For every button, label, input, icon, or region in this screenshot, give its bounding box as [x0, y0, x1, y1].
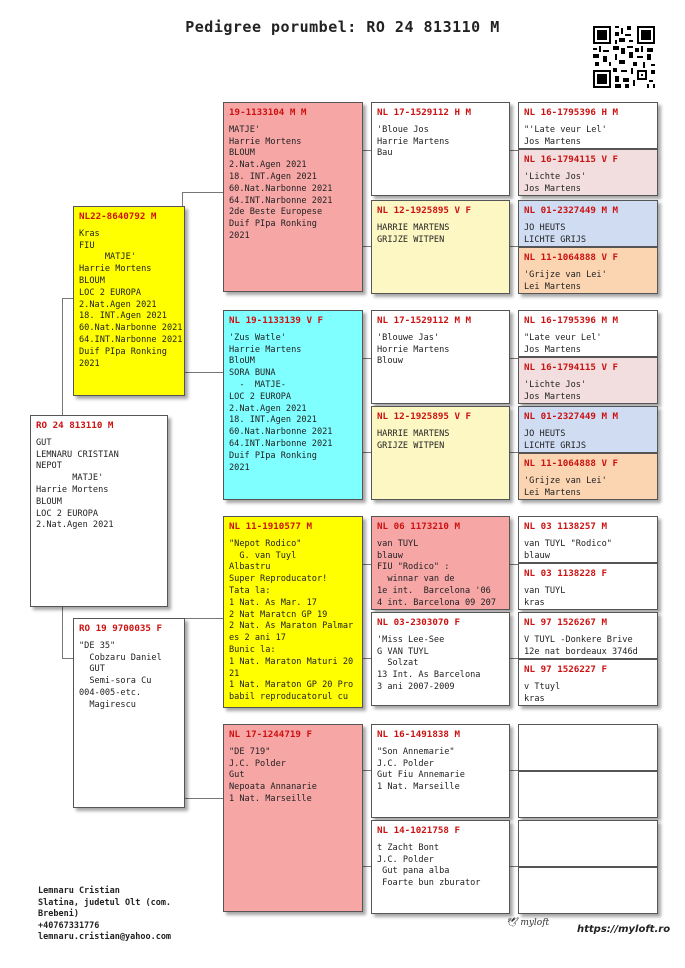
pigeon-info-line: 64.INT.Narbonne 2021 [229, 195, 333, 206]
ring-number: NL 16-1794115 V F [524, 154, 619, 165]
pigeon-info-line: kras [524, 693, 545, 704]
pigeon-info-line: 'Bloue Jos [377, 124, 429, 135]
pigeon-card-gen5[interactable] [518, 200, 658, 247]
pigeon-card-sire[interactable] [73, 206, 185, 396]
ring-number: NL 16-1794115 V F [524, 362, 619, 373]
ring-number: NL 17-1529112 H M [377, 107, 472, 118]
pigeon-info-line: Harrie Mortens [36, 484, 109, 495]
connector [182, 192, 224, 193]
ring-number: NL 03 1138228 F [524, 568, 607, 579]
ring-number: NL 17-1529112 M M [377, 315, 472, 326]
ring-number: NL 16-1491838 M [377, 729, 460, 740]
owner-contact [38, 886, 171, 944]
ring-number: NL 03 1138257 M [524, 521, 607, 532]
pigeon-info-line: 13 Int. As Barcelona [377, 670, 481, 681]
pigeon-info-line: v Ttuyl [524, 681, 561, 692]
pigeon-info-line: J.C. Polder [377, 758, 434, 769]
owner-name: Lemnaru Cristian [38, 886, 120, 896]
pigeon-info-line: Bau [377, 148, 393, 159]
pigeon-info-line: 2 Nat. As Maraton Palmar [229, 621, 354, 632]
pigeon-info-line: 2de Beste Europese [229, 207, 323, 218]
pigeon-info-line: J.C. Polder [377, 854, 434, 865]
pigeon-info-line: winnar van de [377, 574, 455, 585]
owner-address: Brebeni) [38, 909, 79, 920]
pigeon-info-line: 1 Nat. Maraton Maturi 20 [229, 656, 354, 667]
pigeon-info-line: blauw [377, 550, 403, 561]
owner-phone: +40767331776 [38, 920, 100, 931]
pigeon-info-line: 'Grijze van Lei' [524, 269, 607, 280]
pigeon-card-gen4[interactable] [371, 406, 510, 500]
pigeon-card-gen4[interactable] [371, 102, 510, 196]
pigeon-card-gen4[interactable] [371, 516, 510, 610]
pigeon-info-line: 64.INT.Narbonne 2021 [79, 334, 183, 345]
pigeon-card-gen5[interactable] [518, 612, 658, 659]
pigeon-info-line: Duif PIpa Ronking [79, 346, 167, 357]
pigeon-info-line: 18. INT.Agen 2021 [229, 171, 317, 182]
pigeon-card-gen5[interactable] [518, 102, 658, 149]
pigeon-info-line: Bunic la: [229, 644, 276, 655]
ring-number: NL 01-2327449 M M [524, 411, 619, 422]
pigeon-info-line: Super Reproducator! [229, 574, 328, 585]
pigeon-info-line: NEPOT [36, 461, 62, 472]
pigeon-info-line: Duif PIpa Ronking [229, 450, 317, 461]
pigeon-info-line: 'Miss Lee-See [377, 634, 445, 645]
pigeon-info-line: Jos Martens [524, 183, 581, 194]
pigeon-info-line: "DE 719" [229, 746, 271, 757]
pigeon-info-line: Tata la: [229, 585, 271, 596]
pigeon-info-line: 2.Nat.Agen 2021 [229, 403, 307, 414]
pigeon-info-line: J.C. Polder [229, 758, 286, 769]
pigeon-info-line: 3 ani 2007-2009 [377, 681, 455, 692]
pigeon-card-subject[interactable] [30, 415, 168, 607]
pigeon-info-line: Duif PIpa Ronking [229, 219, 317, 230]
pigeon-info-line: 'Grijze van Lei' [524, 475, 607, 486]
ring-number: 19-1133104 M M [229, 107, 307, 118]
pigeon-card-sire-sire[interactable] [223, 102, 363, 292]
ring-number: NL 97 1526267 M [524, 617, 607, 628]
pigeon-info-line: Gut [229, 770, 245, 781]
pigeon-info-line: HARRIE MARTENS [377, 428, 450, 439]
pigeon-info-line: 60.Nat.Narbonne 2021 [229, 427, 333, 438]
page-title: Pedigree porumbel: RO 24 813110 M [185, 18, 500, 36]
pigeon-info-line: 1 Nat. Maraton GP 20 Pro [229, 680, 354, 691]
pigeon-card-gen5[interactable] [518, 357, 658, 404]
pigeon-info-line: 1 Nat. Marseille [229, 793, 312, 804]
ring-number: NL 97 1526227 F [524, 664, 607, 675]
pigeon-info-line: 2.Nat.Agen 2021 [229, 160, 307, 171]
pigeon-info-line: GRIJZE WITPEN [377, 440, 445, 451]
pigeon-card-dam-dam[interactable] [223, 724, 363, 912]
connector [62, 606, 63, 658]
pigeon-info-line: 'Blouwe Jas' [377, 332, 440, 343]
ring-number: NL 11-1910577 M [229, 521, 312, 532]
pigeon-card-gen4[interactable] [371, 724, 510, 818]
ring-number: NL 14-1021758 F [377, 825, 460, 836]
ring-number: NL 16-1795396 M M [524, 315, 619, 326]
pigeon-info-line: MATJE' [36, 473, 104, 484]
connector [182, 372, 224, 373]
pigeon-info-line: kras [524, 597, 545, 608]
pigeon-info-line: LOC 2 EUROPA [79, 287, 142, 298]
pigeon-info-line: 'Lichte Jos' [524, 171, 587, 182]
ring-number: NL 11-1064888 V F [524, 252, 619, 263]
pigeon-info-line: LICHTE GRIJS [524, 440, 587, 451]
logo-text: myloft [520, 918, 550, 928]
pigeon-info-line: 2021 [229, 462, 250, 473]
pigeon-info-line: LOC 2 EUROPA [229, 391, 292, 402]
pigeon-info-line: van TUYL [377, 538, 419, 549]
pigeon-info-line: - MATJE- [229, 379, 286, 390]
pigeon-info-line: 004-005-etc. [79, 687, 142, 698]
pigeon-info-line: "Nepot Rodico" [229, 538, 302, 549]
pigeon-info-line: 1e int. Barcelona '06 [377, 585, 491, 596]
pigeon-info-line: Nepoata Annanarie [229, 782, 317, 793]
ring-number: RO 24 813110 M [36, 420, 114, 431]
pigeon-info-line: 'Zus Watle' [229, 332, 286, 343]
pigeon-info-line: es 2 ani 17 [229, 633, 286, 644]
pigeon-info-line: Blouw [377, 356, 403, 367]
pigeon-info-line: Harrie Martens [377, 136, 450, 147]
pigeon-card-empty[interactable] [518, 867, 658, 914]
ring-number: NL 03-2303070 F [377, 617, 460, 628]
pigeon-info-line: 18. INT.Agen 2021 [79, 311, 167, 322]
pigeon-info-line: Lei Martens [524, 281, 581, 292]
pigeon-card-empty[interactable] [518, 820, 658, 867]
pigeon-card-gen5[interactable] [518, 563, 658, 610]
pigeon-card-empty[interactable] [518, 724, 658, 771]
pigeon-card-gen5[interactable] [518, 310, 658, 357]
ring-number: NL 12-1925895 V F [377, 411, 472, 422]
pigeon-info-line: Magirescu [79, 699, 136, 710]
owner-email: lemnaru.cristian@yahoo.com [38, 932, 172, 943]
pigeon-info-line: G. van Tuyl [229, 550, 297, 561]
pigeon-card-gen5[interactable] [518, 406, 658, 453]
pigeon-info-line: BLOUM [229, 148, 255, 159]
pigeon-info-line: BLOUM [36, 496, 62, 507]
pigeon-info-line: JO HEUTS [524, 428, 566, 439]
pigeon-info-line: Cobzaru Daniel [79, 652, 162, 663]
pigeon-info-line: Gut pana alba [377, 866, 450, 877]
pigeon-card-gen4[interactable] [371, 612, 510, 706]
pigeon-info-line: "Son Annemarie" [377, 746, 455, 757]
ring-number: RO 19 9700035 F [79, 623, 162, 634]
pigeon-info-line: Jos Martens [524, 391, 581, 402]
ring-number: NL 12-1925895 V F [377, 205, 472, 216]
pigeon-info-line: 2021 [79, 358, 100, 369]
pigeon-info-line: Gut Fiu Annemarie [377, 770, 465, 781]
qr-code-icon [591, 24, 657, 90]
pigeon-info-line: BloUM [229, 356, 255, 367]
ring-number: NL22-8640792 M [79, 211, 157, 222]
pigeon-info-line: t Zacht Bont [377, 842, 440, 853]
pigeon-card-gen4[interactable] [371, 200, 510, 294]
pigeon-info-line: 2.Nat.Agen 2021 [36, 520, 114, 531]
pigeon-info-line: van TUYL "Rodico" [524, 538, 612, 549]
pigeon-info-line: 2.Nat.Agen 2021 [79, 299, 157, 310]
pigeon-info-line: LOC 2 EUROPA [36, 508, 99, 519]
connector [182, 618, 224, 619]
pigeon-info-line: Kras [79, 228, 100, 239]
pigeon-info-line: JO HEUTS [524, 222, 566, 233]
pigeon-info-line: MATJE' [229, 124, 261, 135]
pigeon-card-gen4[interactable] [371, 310, 510, 404]
pigeon-card-gen4[interactable] [371, 820, 510, 914]
pigeon-info-line: 60.Nat.Narbonne 2021 [79, 323, 183, 334]
pigeon-info-line: Solzat [377, 658, 419, 669]
pigeon-card-gen5[interactable] [518, 659, 658, 706]
pigeon-info-line: Harrie Mortens [79, 264, 152, 275]
myloft-logo [506, 918, 549, 928]
pigeon-info-line: 1 Nat. As Mar. 17 [229, 597, 317, 608]
pigeon-info-line: GUT [79, 664, 105, 675]
pigeon-info-line: MATJE' [79, 252, 136, 263]
pigeon-info-line: Horrie Martens [377, 344, 450, 355]
connector [62, 298, 63, 416]
ring-number: NL 16-1795396 H M [524, 107, 619, 118]
pigeon-info-line: Albastru [229, 562, 271, 573]
pigeon-card-gen5[interactable] [518, 149, 658, 196]
bird-icon: 🕊 [506, 918, 518, 928]
ring-number: NL 11-1064888 V F [524, 458, 619, 469]
ring-number: NL 19-1133139 V F [229, 315, 324, 326]
ring-number: NL 01-2327449 M M [524, 205, 619, 216]
pigeon-info-line: 2 Nat Maratcn GP 19 [229, 609, 328, 620]
pigeon-info-line: 60.Nat.Narbonne 2021 [229, 183, 333, 194]
ring-number: NL 06 1173210 M [377, 521, 460, 532]
owner-address: Slatina, judetul Olt (com. [38, 897, 172, 908]
pigeon-info-line: Foarte bun zburator [377, 878, 481, 889]
pigeon-info-line: GUT [36, 437, 52, 448]
ring-number: NL 17-1244719 F [229, 729, 312, 740]
pigeon-info-line: 18. INT.Agen 2021 [229, 415, 317, 426]
pigeon-info-line: Jos Martens [524, 136, 581, 147]
pigeon-info-line: SORA BUNA [229, 368, 276, 379]
pigeon-info-line: Jos Martens [524, 344, 581, 355]
pigeon-info-line: 21 [229, 668, 240, 679]
pigeon-info-line: Harrie Martens [229, 344, 302, 355]
pigeon-info-line: BLOUM [79, 275, 105, 286]
pigeon-card-gen5[interactable] [518, 453, 658, 500]
pigeon-info-line: 'Lichte Jos' [524, 379, 587, 390]
pigeon-info-line: "Late veur Lel' [524, 332, 602, 343]
pigeon-info-line: HARRIE MARTENS [377, 222, 450, 233]
pigeon-info-line: "DE 35" [79, 640, 116, 651]
pigeon-info-line: Harrie Mortens [229, 136, 302, 147]
site-link[interactable]: https://myloft.ro [577, 924, 671, 935]
pigeon-info-line: 2021 [229, 230, 250, 241]
pigeon-info-line: 12e nat bordeaux 3746d [524, 646, 638, 657]
pigeon-card-dam-sire[interactable] [223, 516, 363, 708]
pigeon-card-sire-dam[interactable] [223, 310, 363, 500]
pigeon-info-line: blauw [524, 550, 550, 561]
pigeon-info-line: LEMNARU CRISTIAN [36, 449, 119, 460]
pigeon-card-dam[interactable] [73, 618, 185, 808]
connector [182, 798, 224, 799]
pigeon-info-line: GRIJZE WITPEN [377, 234, 445, 245]
pigeon-card-empty[interactable] [518, 771, 658, 818]
pigeon-card-gen5[interactable] [518, 247, 658, 294]
pigeon-info-line: LICHTE GRIJS [524, 234, 587, 245]
pigeon-info-line: FIU "Rodico" : [377, 562, 450, 573]
pigeon-info-line: 4 int. Barcelona 09 207 [377, 597, 496, 608]
pigeon-info-line: Lei Martens [524, 487, 581, 498]
pigeon-info-line: van TUYL [524, 585, 566, 596]
pigeon-info-line: babil reproducatorul cu [229, 692, 348, 703]
pigeon-info-line: Semi-sora Cu [79, 676, 152, 687]
pigeon-info-line: FIU [79, 240, 95, 251]
pigeon-info-line: V TUYL -Donkere Brive [524, 634, 633, 645]
pigeon-card-gen5[interactable] [518, 516, 658, 563]
pigeon-info-line: 64.INT.Narbonne 2021 [229, 438, 333, 449]
pigeon-info-line: G VAN TUYL [377, 646, 429, 657]
pigeon-info-line: "'Late veur Lel' [524, 124, 607, 135]
pigeon-info-line: 1 Nat. Marseille [377, 782, 460, 793]
